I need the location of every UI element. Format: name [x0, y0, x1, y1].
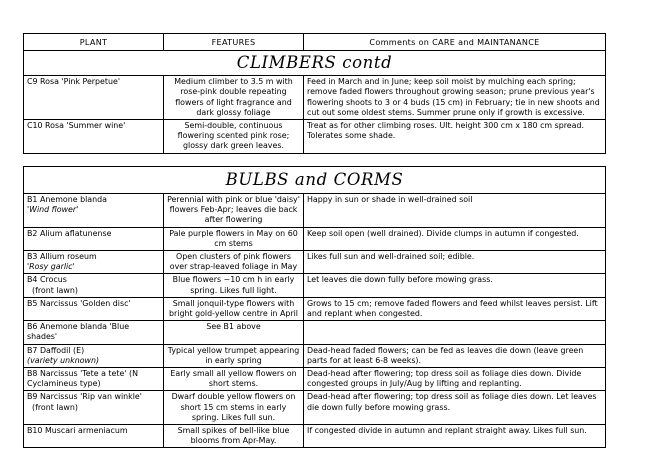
plant-name: B4 Crocus [27, 275, 67, 285]
table-row [24, 76, 606, 120]
cell-care [304, 321, 606, 344]
plant-common-name: 'Wind flower' [27, 205, 79, 215]
cell-care: Treat as for other climbing roses. Ult. height 300 cm x 180 cm spread. Tolerates some shade. [304, 120, 606, 154]
table-row [24, 274, 606, 297]
cell-features: Small jonquil-type flowers with bright gold-yellow centre in April [164, 297, 304, 320]
cell-plant [24, 391, 164, 425]
plant-name: B3 Allium roseum [27, 252, 97, 262]
cell-features: Open clusters of pink flowers over strap-leaved foliage in May [164, 251, 304, 274]
cell-features: Perennial with pink or blue 'daisy' flowers Feb-Apr; leaves die back after flowering [164, 194, 304, 228]
plant-name: B9 Narcissus 'Rip van winkle' [27, 392, 142, 402]
cell-features: Semi-double, continuous flowering scented pink rose; glossy dark green leaves. [164, 120, 304, 154]
column-header-plant: PLANT [24, 34, 164, 51]
table-row [24, 297, 606, 320]
cell-care: Grows to 15 cm; remove faded flowers and feed whilst leaves persist. Lift and replant when congested. [304, 297, 606, 320]
section-title-climbers: CLIMBERS contd [236, 53, 393, 73]
table-row [24, 344, 606, 367]
cell-care: If congested divide in autumn and replant straight away. Likes full sun. [304, 425, 606, 448]
cell-features: Pale purple flowers in May on 60 cm stems [164, 227, 304, 250]
section-title-row-bulbs [24, 167, 606, 194]
cell-features: Small spikes of bell-like blue blooms from Apr-May. [164, 425, 304, 448]
cell-plant: B6 Anemone blanda 'Blue shades' [24, 321, 164, 344]
cell-care: Happy in sun or shade in well-drained soil [304, 194, 606, 228]
cell-plant [24, 194, 164, 228]
cell-care: Likes full sun and well-drained soil; edible. [304, 251, 606, 274]
table-header-row [24, 34, 606, 51]
cell-plant [24, 344, 164, 367]
table-row [24, 391, 606, 425]
section-title-cell [24, 51, 606, 76]
plant-location-note: (front lawn) [32, 285, 78, 295]
cell-care: Feed in March and in June; keep soil moist by mulching each spring; remove faded flowers throughout growing season; prune previous year's flowering shoots to 3 or 4 buds (15 cm) in February; tie in new shoots and cut out some oldest stems. Summer prune only if growth is excessive. [304, 76, 606, 120]
cell-care: Let leaves die down fully before mowing grass. [304, 274, 606, 297]
cell-care: Dead-head after flowering; top dress soil as foliage dies down. Let leaves die down fully before mowing grass. [304, 391, 606, 425]
column-header-features: FEATURES [164, 34, 304, 51]
climbers-table [23, 33, 606, 154]
section-title-row-climbers [24, 51, 606, 76]
column-header-care: Comments on CARE and MAINTANANCE [304, 34, 606, 51]
cell-features: Dwarf double yellow flowers on short 15 cm stems in early spring. Likes full sun. [164, 391, 304, 425]
cell-plant: B5 Narcissus 'Golden disc' [24, 297, 164, 320]
cell-features: See B1 above [164, 321, 304, 344]
table-row [24, 368, 606, 391]
table-row [24, 227, 606, 250]
cell-care: Keep soil open (well drained). Divide clumps in autumn if congested. [304, 227, 606, 250]
cell-plant [24, 251, 164, 274]
table-row [24, 194, 606, 228]
cell-plant [24, 274, 164, 297]
cell-features: Typical yellow trumpet appearing in early spring [164, 344, 304, 367]
bulbs-and-corms-table [23, 166, 606, 448]
plant-name: B1 Anemone blanda [27, 195, 107, 204]
section-title-bulbs: BULBS and CORMS [225, 170, 404, 189]
table-row [24, 251, 606, 274]
cell-features: Early small all yellow flowers on short stems. [164, 368, 304, 391]
table-row [24, 425, 606, 448]
section-title-cell [24, 167, 606, 194]
plant-name: B7 Daffodil (E) [27, 345, 85, 355]
plant-variety-note: (variety unknown) [27, 355, 100, 365]
cell-plant: B10 Muscari armeniacum [24, 425, 164, 448]
cell-care: Dead-head faded flowers; can be fed as leaves die down (leave green parts for at least 6-8 weeks). [304, 344, 606, 367]
cell-care: Dead-head after flowering; top dress soil as foliage dies down. Divide congested groups in July/Aug by lifting and replanting. [304, 368, 606, 391]
table-row [24, 120, 606, 154]
cell-plant: C9 Rosa 'Pink Perpetue' [24, 76, 164, 120]
plant-location-note: (front lawn) [32, 402, 78, 412]
cell-features: Blue flowers ~10 cm h in early spring. Likes full light. [164, 274, 304, 297]
cell-plant: C10 Rosa 'Summer wine' [24, 120, 164, 154]
cell-plant: B8 Narcissus 'Tete a tete' (N Cyclamineus type) [24, 368, 164, 391]
cell-plant: B2 Alium aflatunense [24, 227, 164, 250]
cell-features: Medium climber to 3.5 m with rose-pink double repeating flowers of light fragrance and dark glossy foliage [164, 76, 304, 120]
plant-common-name: 'Rosy garlic' [27, 262, 75, 272]
table-row [24, 321, 606, 344]
